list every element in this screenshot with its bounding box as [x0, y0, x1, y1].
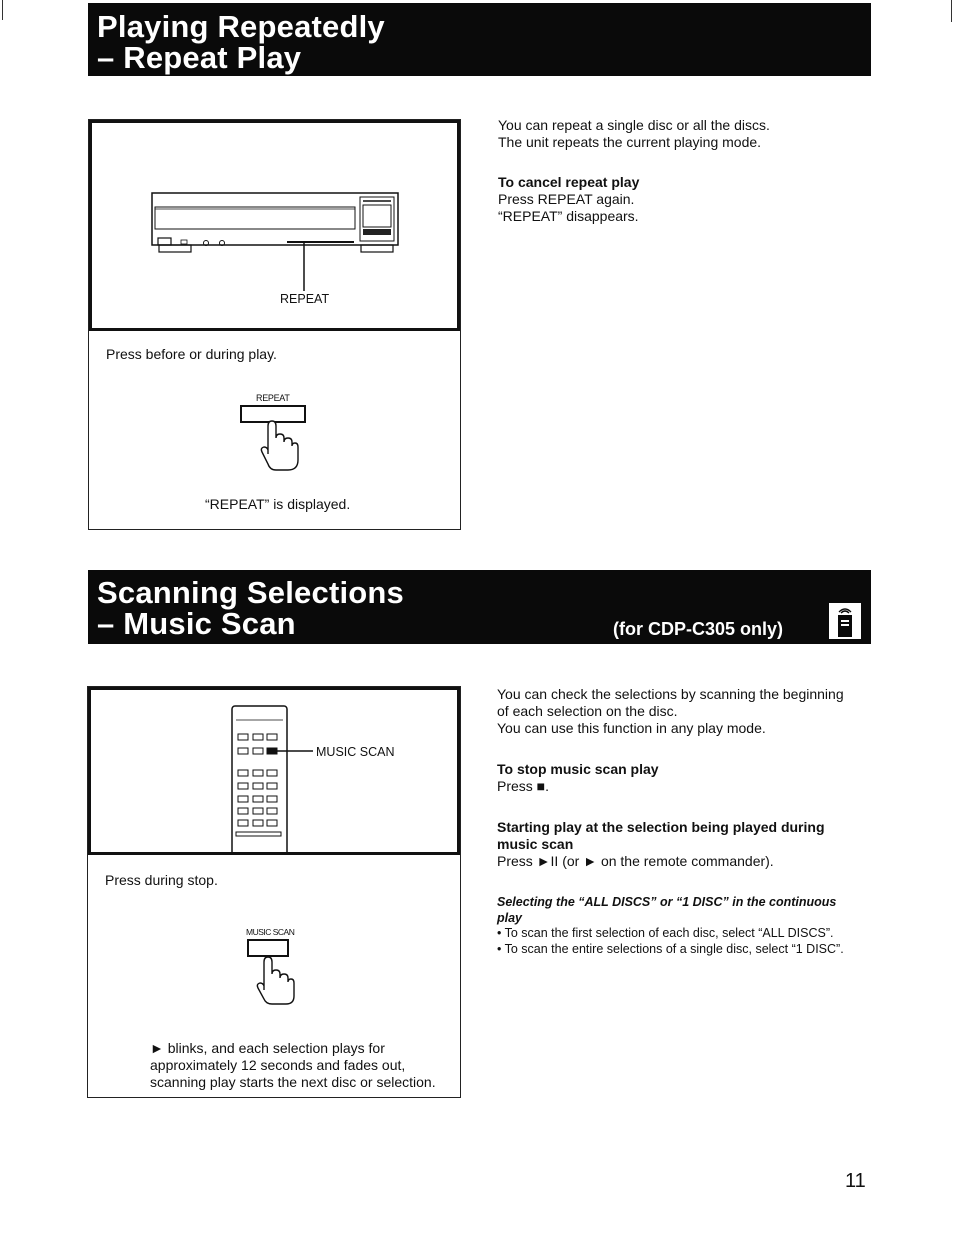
page-number: 11 — [845, 1170, 866, 1192]
start-play-text: Press ►II (or ► on the remote commander). — [497, 853, 774, 869]
music-scan-step-text: Press during stop. — [105, 872, 218, 888]
stop-music-scan-text: Press ■. — [497, 778, 550, 794]
cancel-repeat-line2: “REPEAT” disappears. — [498, 208, 639, 224]
cancel-repeat-heading: To cancel repeat play — [498, 174, 640, 190]
section-banner-music-scan — [88, 570, 871, 644]
section-title-line1: Playing Repeatedly — [97, 9, 385, 44]
remote-commander-icon — [829, 603, 861, 639]
start-play-heading-line2: music scan — [497, 836, 574, 852]
music-scan-result-line3: scanning play starts the next disc or selection. — [150, 1074, 436, 1090]
repeat-button-figure — [240, 390, 310, 472]
section-subtitle: (for CDP-C305 only) — [613, 619, 784, 639]
start-play-heading-line1: Starting play at the selection being played during — [497, 819, 825, 835]
music-scan-result-line1: ► blinks, and each selection plays for — [150, 1040, 385, 1056]
section-banner-repeat — [88, 3, 871, 76]
repeat-step-text: Press before or during play. — [106, 346, 277, 362]
select-discs-bullet1: • To scan the first selection of each disc, select “ALL DISCS”. — [497, 926, 834, 940]
repeat-intro-line2: The unit repeats the current playing mode. — [498, 134, 762, 150]
section-title-line1: Scanning Selections — [97, 575, 404, 610]
select-discs-heading-line1: Selecting the “ALL DISCS” or “1 DISC” in the continuous — [497, 895, 837, 909]
cancel-repeat-line1: Press REPEAT again. — [498, 191, 635, 207]
music-scan-figure-label: MUSIC SCAN — [316, 745, 395, 759]
music-scan-button-label: MUSIC SCAN — [246, 927, 295, 937]
music-scan-intro-line1: You can check the selections by scanning the beginning — [497, 686, 844, 702]
remote-figure-box — [88, 687, 460, 855]
remote-icon-badge — [829, 603, 861, 639]
margin-mark-right — [951, 0, 952, 22]
repeat-result-text: “REPEAT” is displayed. — [205, 496, 351, 512]
select-discs-heading-line2: play — [497, 911, 523, 925]
repeat-intro-line1: You can repeat a single disc or all the discs. — [498, 117, 770, 133]
music-scan-intro-line3: You can use this function in any play mode. — [497, 720, 766, 736]
select-discs-bullet2: • To scan the entire selections of a single disc, select “1 DISC”. — [497, 942, 844, 956]
remote-commander-illustration — [91, 690, 457, 852]
repeat-button-label: REPEAT — [256, 393, 290, 403]
stop-music-scan-heading: To stop music scan play — [497, 761, 659, 777]
cd-player-illustration — [92, 123, 457, 328]
cd-player-figure-box — [89, 120, 460, 331]
repeat-figure-label: REPEAT — [280, 292, 330, 306]
section-title-line2: – Music Scan — [97, 606, 296, 641]
section-title-line2: – Repeat Play — [97, 40, 302, 75]
music-scan-intro-line2: of each selection on the disc. — [497, 703, 678, 719]
margin-mark-left — [2, 0, 3, 20]
music-scan-result-line2: approximately 12 seconds and fades out, — [150, 1057, 406, 1073]
music-scan-button-figure — [244, 924, 304, 1006]
